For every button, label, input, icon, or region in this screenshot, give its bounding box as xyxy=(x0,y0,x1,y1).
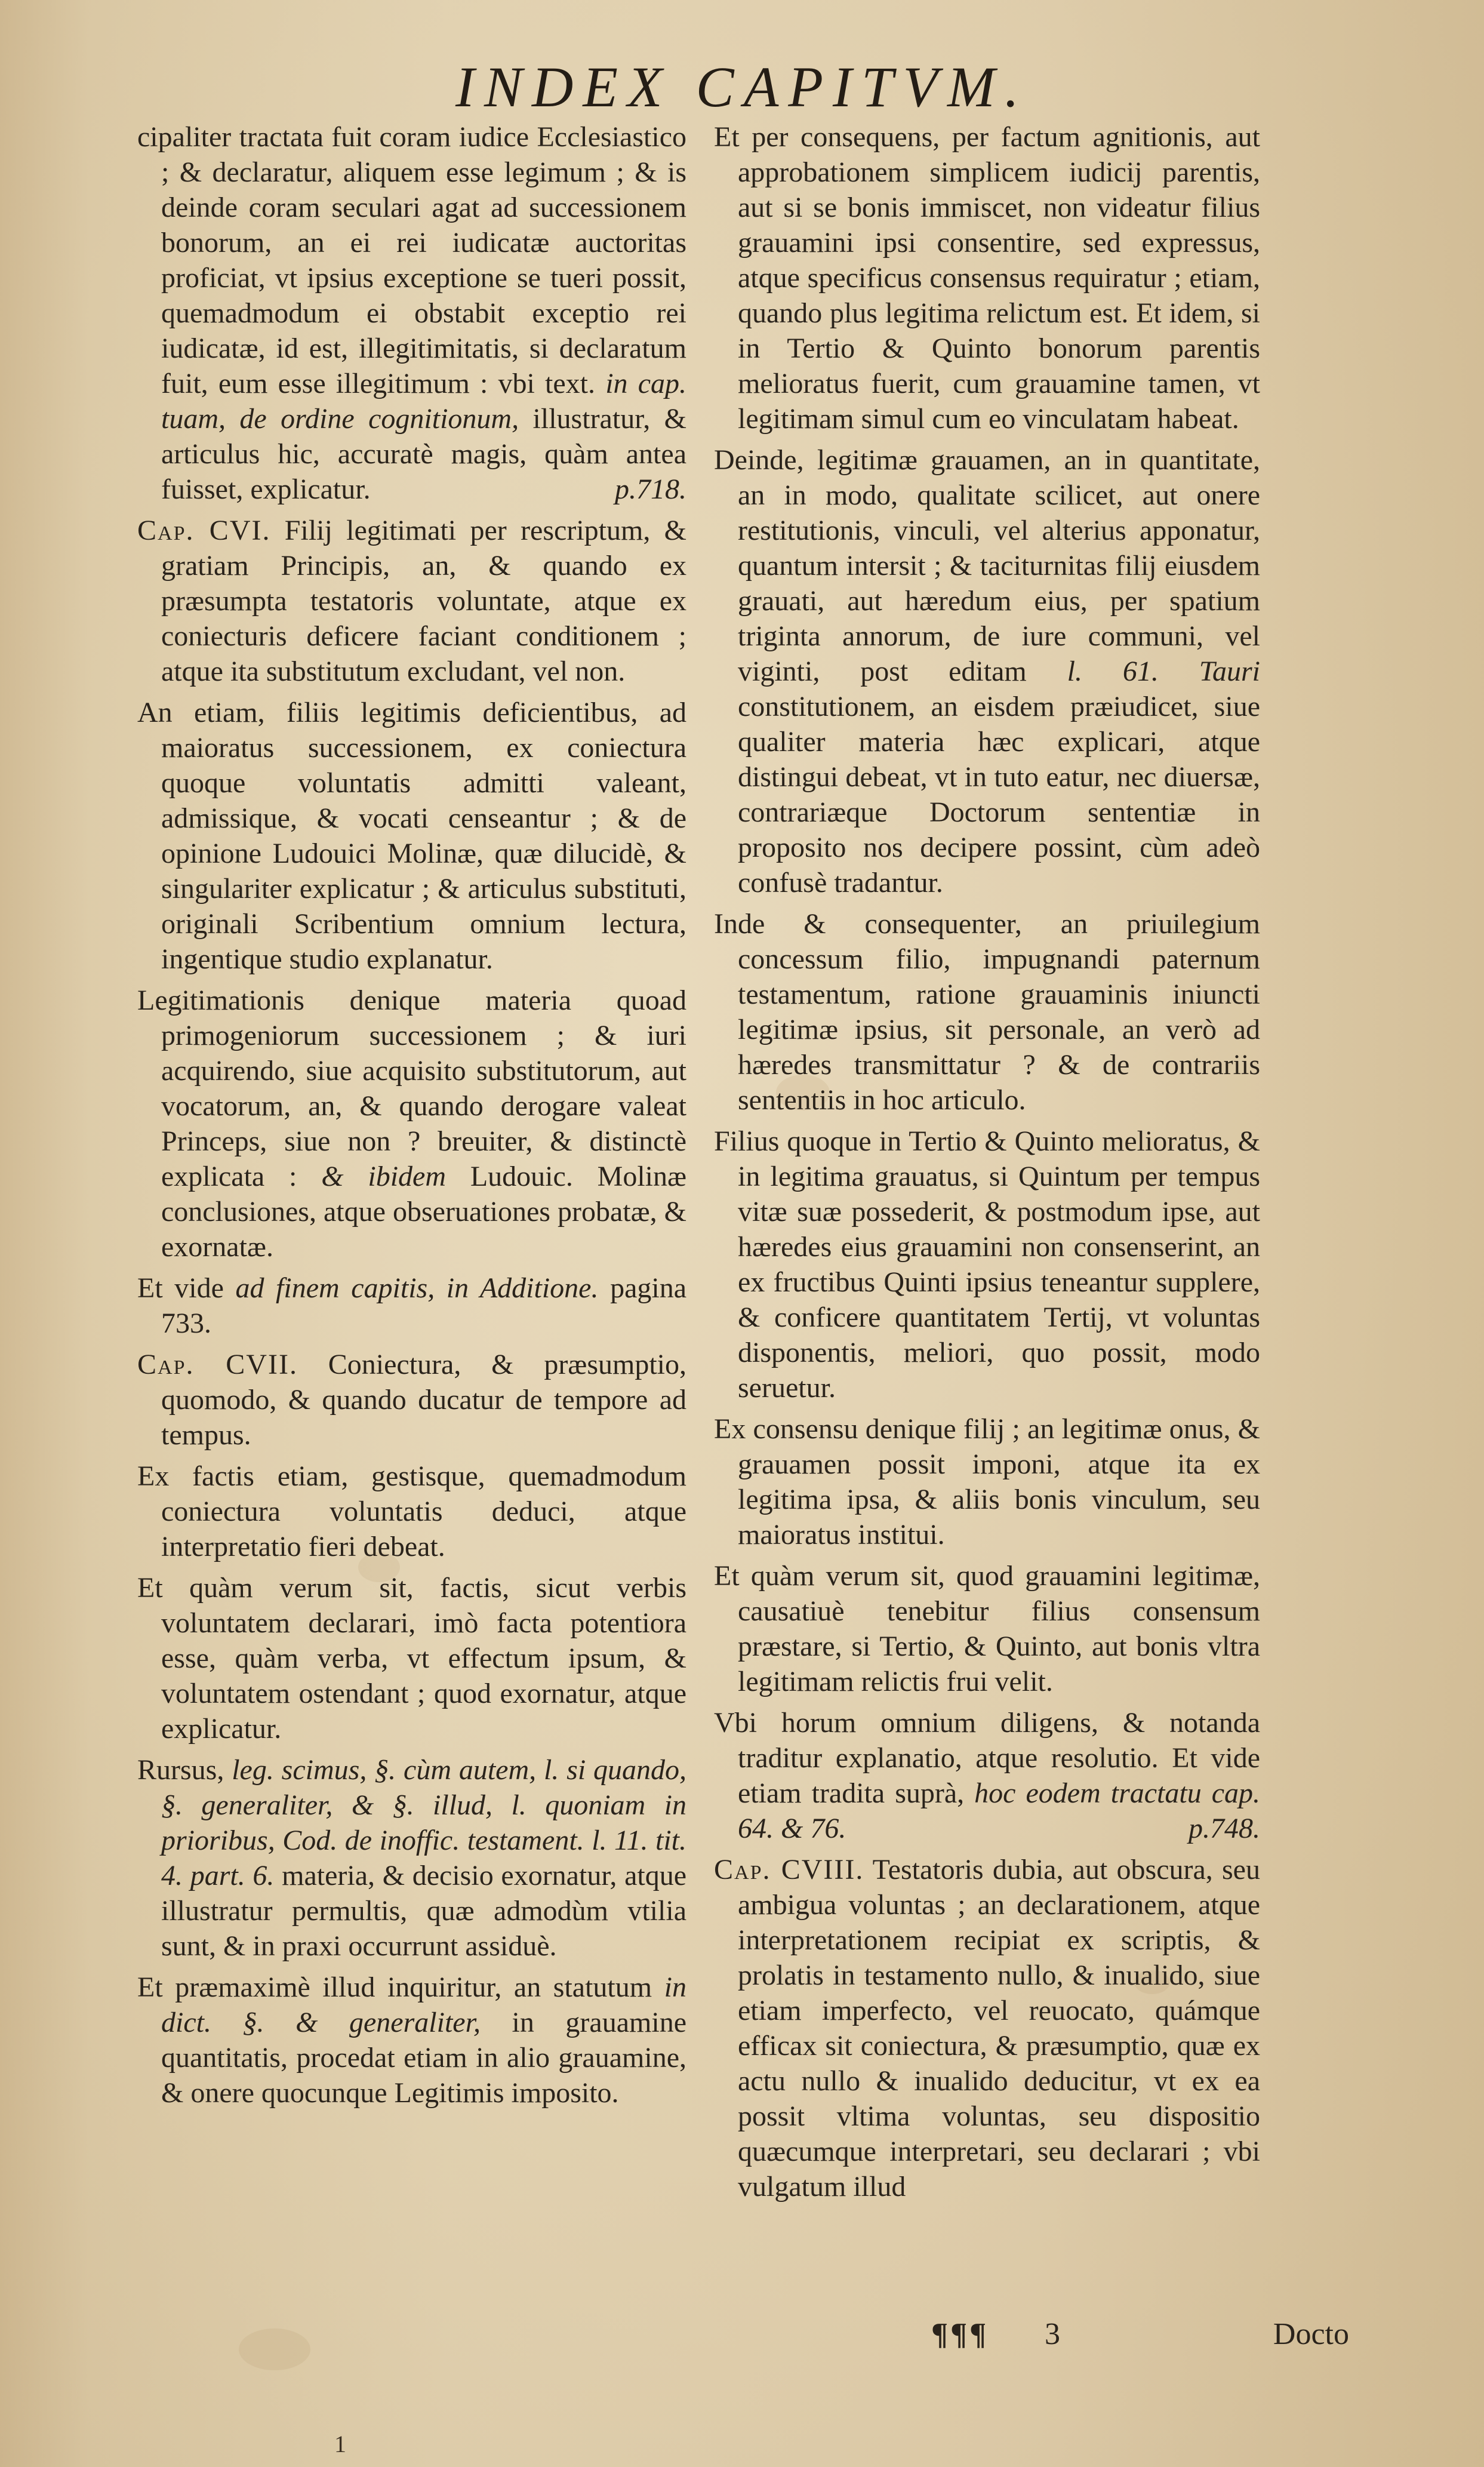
index-entry xyxy=(714,1705,1260,1846)
entry-text: Et vide xyxy=(137,1272,224,1304)
bottom-mark: 1 xyxy=(334,2431,346,2457)
entry-text: Et per consequens, per factum agnitionis, aut approbationem simplicem iudicij parentis, aut si se bonis immiscet, non videatur filius grauamini ipsi consentire, sed expressus, atque specificus consensus requiratur ; etiam, quando plus legitima relictum est. Et idem, si in Tertio & Quinto bonorum parentis melioratus fuerit, cum grauamine tamen, vt legitimam simul cum eo vinculatam habeat. xyxy=(714,121,1260,435)
entry-text: An etiam, filiis legitimis deficientibus, ad maioratus successionem, ex coniectura quoque voluntatis admitti valeant, admissique, & vocati censeantur ; & de opinione Ludouici Molinæ, quæ dilucidè, & singulariter explicatur ; & articulus substituti, originali Scribentium omnium lectura, ingentique studio explanatur. xyxy=(137,697,686,975)
page-reference: p.748. xyxy=(1189,1813,1260,1844)
entry-text: Ex consensu denique filij ; an legitimæ onus, & grauamen possit imponi, atque ita ex legitima ipsa, & aliis bonis vinculum, seu maioratus institui. xyxy=(714,1413,1260,1551)
page-title: INDEX CAPITVM. xyxy=(455,55,1029,119)
entry-text: Inde & consequenter, an priuilegium concessum filio, impugnandi paternum testamentum, ratione grauaminis iniuncti legitimæ ipsius, sit personale, an verò ad hæredes transmittatur ? & de contrariis sententiis in hoc articulo. xyxy=(714,908,1260,1116)
paper-stain xyxy=(239,2328,310,2370)
legal-citation: leg. scimus, §. cùm autem, l. si quando, §. generaliter, & §. illud, l. quoniam in prioribus, Cod. de inoffic. testament. l. 11. tit. 4. part. 6. xyxy=(161,1754,686,1891)
entry-text-continued: in grauamine quantitatis, procedat etiam in alio grauamine, & onere quocunque Legitimis imposito. xyxy=(161,2007,686,2109)
entry-text: Filius quoque in Tertio & Quinto melioratus, & in legitima grauatus, si Quintum per tempus vitæ suæ possederit, & postmodum ipse, aut hæredes eius grauamini non consenserint, an ex fructibus Quinti ipsius teneantur supplere, & conficere quantitatem Tertij, vt voluntas disponentis, meliori, quo possit, modo seruetur. xyxy=(714,1125,1260,1404)
entry-text: Legitimationis denique materia quoad primogeniorum successionem ; & iuri acquirendo, siue acquisito substitutorum, aut vocatorum, an, & quando derogare valeat Princeps, siue non ? breuiter, & distinctè explicata : xyxy=(137,985,686,1192)
index-entry xyxy=(137,1970,686,2111)
entry-text: Ex factis etiam, gestisque, quemadmodum coniectura voluntatis deduci, atque interpretatio fieri debeat. xyxy=(137,1460,686,1562)
signature-mark: ¶¶¶ xyxy=(931,2317,989,2351)
legal-citation: hoc eodem tractatu cap. 64. & 76. xyxy=(738,1777,1261,1844)
legal-citation: & ibidem xyxy=(321,1161,447,1192)
legal-citation: ad finem capitis, in Additione. xyxy=(235,1272,599,1304)
entry-text-continued: illustratur, & articulus hic, accuratè magis, quàm antea fuisset, explicatur. xyxy=(161,403,687,505)
entry-text: Vbi horum omnium diligens, & notanda traditur explanatio, atque resolutio. Et vide etiam tradita suprà, xyxy=(714,1707,1260,1809)
entry-text-continued: Ludouic. Molinæ conclusiones, atque obseruationes probatæ, & exornatæ. xyxy=(161,1161,687,1263)
index-entry xyxy=(137,119,686,507)
index-entry xyxy=(714,906,1260,1118)
index-entry xyxy=(137,1459,686,1564)
index-entry xyxy=(137,695,686,977)
legal-citation: l. 61. Tauri xyxy=(1067,656,1260,687)
index-entry xyxy=(714,1411,1260,1552)
index-entry xyxy=(714,1124,1260,1405)
entry-text-continued: pagina 733. xyxy=(161,1272,687,1339)
index-entry xyxy=(137,1271,686,1341)
index-entry xyxy=(714,1852,1260,2204)
chapter-number: Cap. CVII. xyxy=(137,1349,298,1380)
entry-text: Filij legitimati per rescriptum, & gratiam Principis, an, & quando ex præsumpta testatoris voluntate, atque ex coniecturis deficere faciant conditionem ; atque ita substitutum excludant, vel non. xyxy=(161,515,686,687)
legal-citation: in cap. tuam, de ordine cognitionum, xyxy=(161,368,687,435)
left-column xyxy=(137,119,686,2117)
index-entry xyxy=(137,1347,686,1453)
page-reference: p.718. xyxy=(615,473,686,505)
entry-text-continued: constitutionem, an eisdem præiudicet, siue qualiter materia hæc explicari, atque distingui debeat, vt in tuto eatur, nec diuersæ, contrariæque Doctorum sententiæ in proposito nos decipere possint, cùm adeò confusè tradantur. xyxy=(738,691,1260,899)
index-entry xyxy=(714,442,1260,900)
right-column xyxy=(714,119,1260,2210)
index-entry xyxy=(137,983,686,1265)
entry-text: Rursus, xyxy=(137,1754,224,1786)
entry-text: Deinde, legitimæ grauamen, an in quantitate, an in modo, qualitate scilicet, aut onere restitutionis, vinculi, vel alterius apponatur, quantum intersit ; & taciturnitas filij eiusdem grauati, aut hæredum eius, per spatium triginta annorum, de iure communi, vel viginti, post editam xyxy=(714,444,1260,687)
index-entry xyxy=(714,119,1260,436)
legal-citation: in dict. §. & generaliter, xyxy=(161,1971,686,2038)
index-entry xyxy=(137,1570,686,1746)
index-entry xyxy=(714,1558,1260,1699)
entry-text: Testatoris dubia, aut obscura, seu ambigua voluntas ; an declarationem, atque interpretationem recipiat ex scriptis, & prolatis in testamento nullo, & inualido, siue etiam imperfecto, vel reuocato, quámque efficax sit coniectura, & præsumptio, quæ ex actu nullo & inualido deducitur, vt ex ea possit vltima voluntas, seu dispositio quæcumque interpretari, seu declarari ; vbi vulgatum illud xyxy=(738,1854,1260,2203)
entry-text: Et quàm verum sit, factis, sicut verbis voluntatem declarari, imò facta potentiora esse, quàm verba, vt effectum ipsum, & voluntatem ostendant ; quod exornatur, atque explicatur. xyxy=(137,1572,686,1745)
entry-text-continued: materia, & decisio exornatur, atque illustratur permultis, quæ admodùm vtilia sunt, & in praxi occurrunt assiduè. xyxy=(161,1860,687,1962)
entry-text: Et præmaximè illud inquiritur, an statutum xyxy=(137,1971,652,2003)
sheet-number: 3 xyxy=(1045,2317,1060,2351)
index-entry xyxy=(137,513,686,689)
entry-text: cipaliter tractata fuit coram iudice Ecclesiastico ; & declaratur, aliquem esse legimum ; & is deinde coram seculari agat ad successionem bonorum, an ei rei iudicatæ auctoritas proficiat, vt ipsius exceptione se tueri possit, quemadmodum ei obstabit exceptio rei iudicatæ, id est, illegitimitatis, si declaratum fuit, eum esse illegitimum : vbi text. xyxy=(137,121,686,399)
entry-text: Et quàm verum sit, quod grauamini legitimæ, causatiuè tenebitur filius consensum præstare, si Tertio, & Quinto, aut bonis vltra legitimam relictis frui velit. xyxy=(714,1560,1260,1697)
catchword: Docto xyxy=(1273,2317,1349,2351)
entry-text: Coniectura, & præsumptio, quomodo, & quando ducatur de tempore ad tempus. xyxy=(161,1349,686,1451)
page-footer xyxy=(931,2317,1349,2364)
chapter-number: Cap. CVI. xyxy=(137,515,271,546)
index-entry xyxy=(137,1752,686,1964)
chapter-number: Cap. CVIII. xyxy=(714,1854,864,1885)
